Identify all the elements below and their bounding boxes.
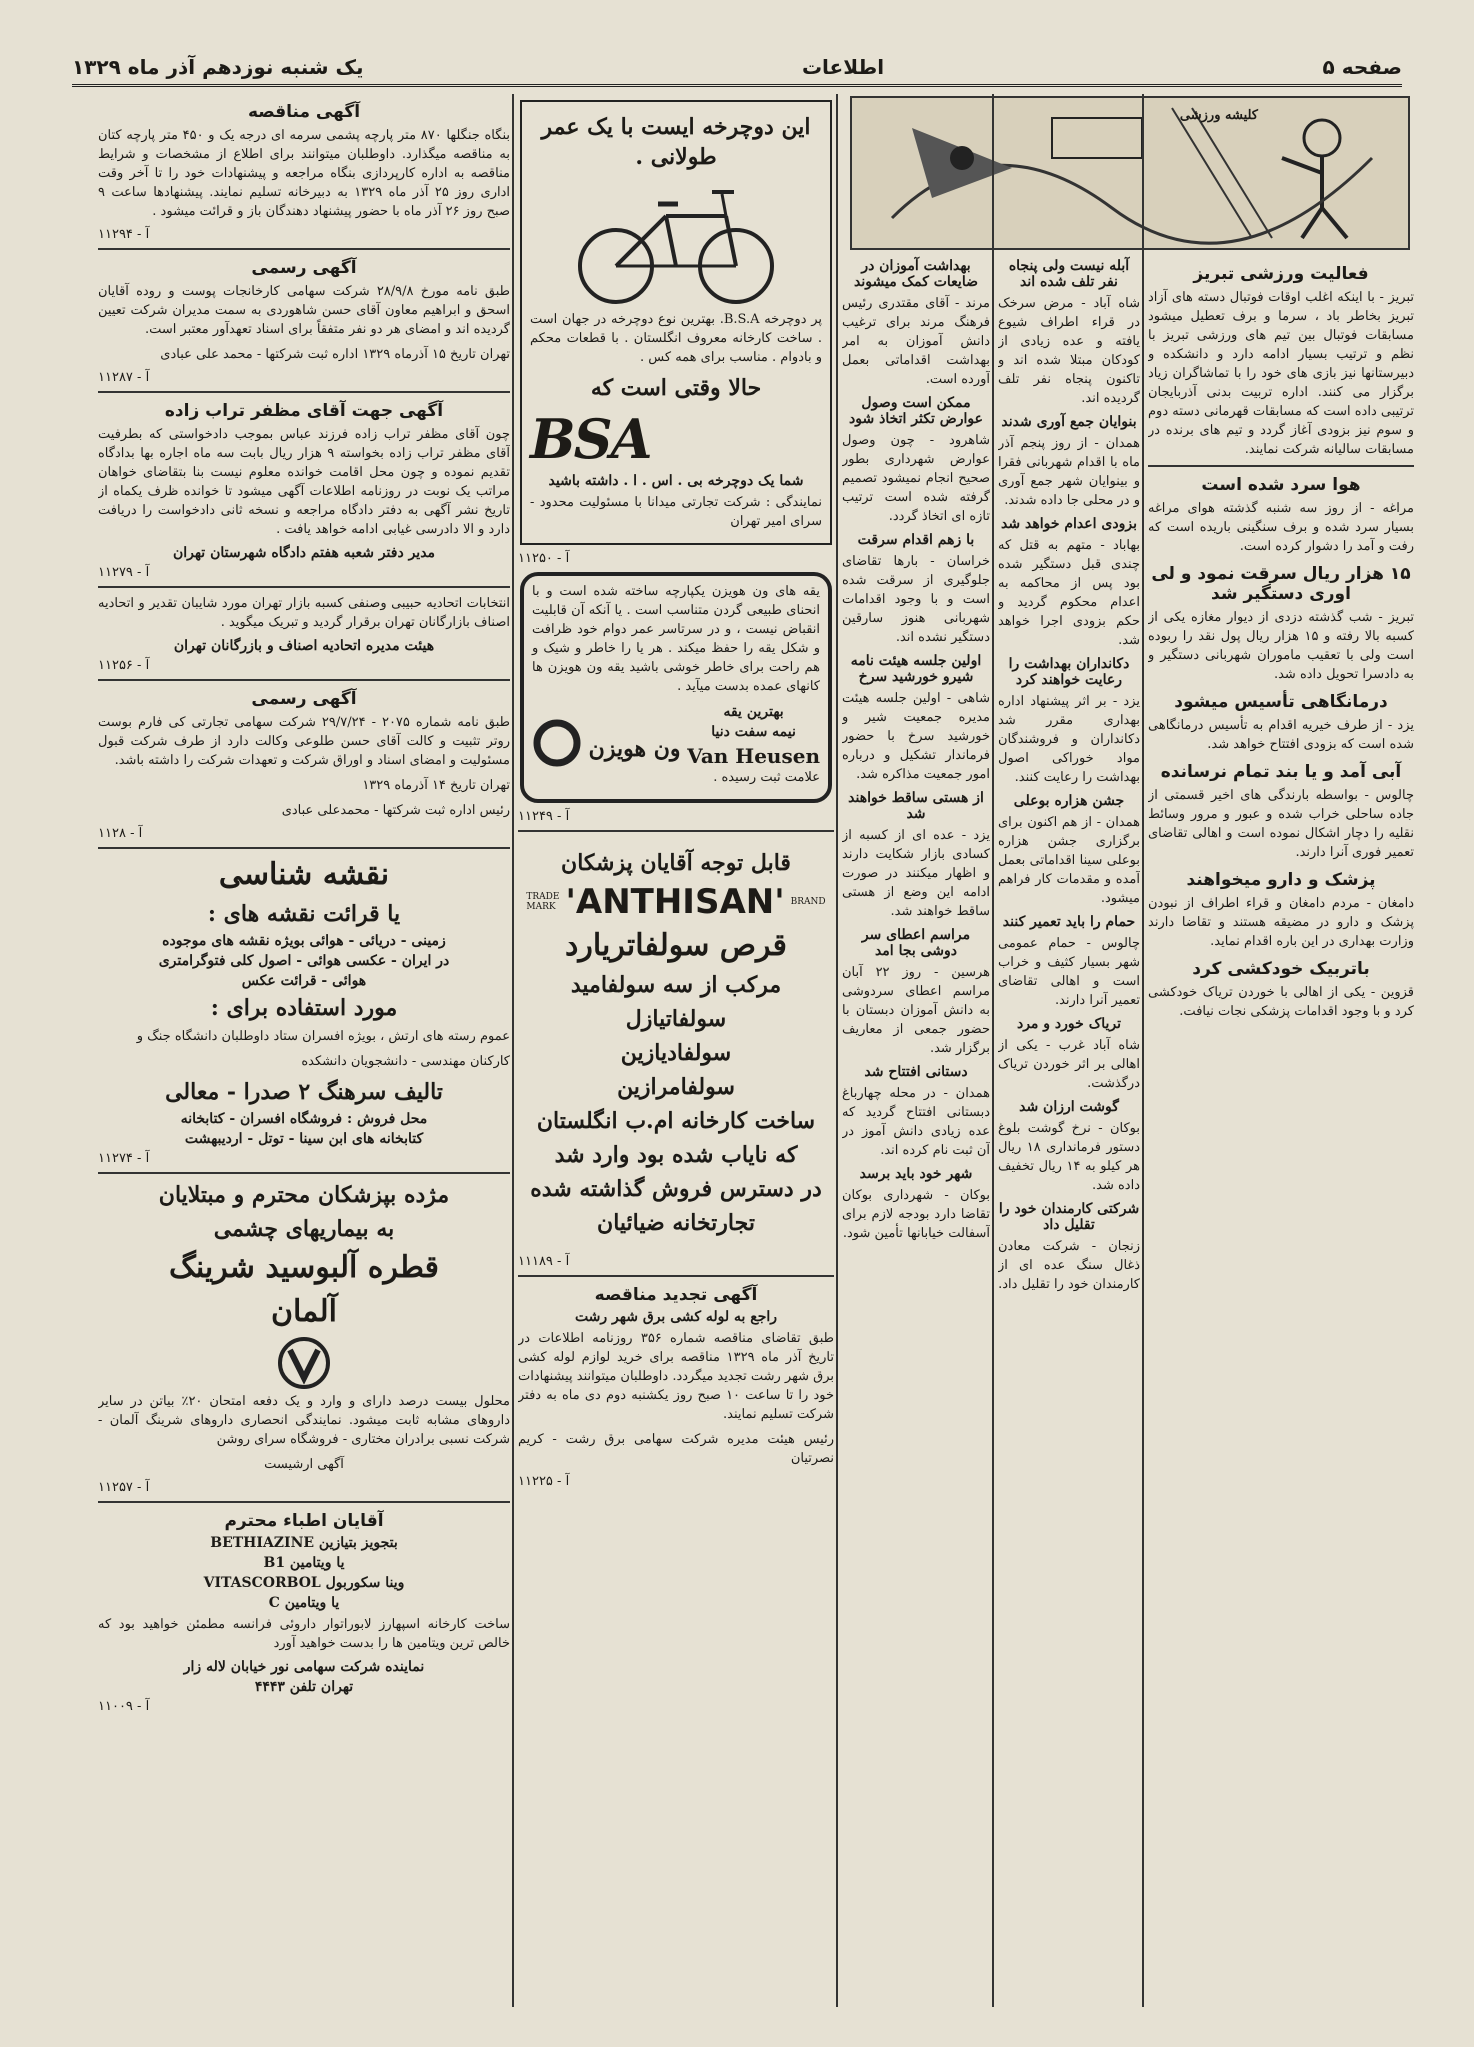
issue-date: یک شنبه نوزدهم آذر ماه ۱۳۲۹ — [72, 55, 364, 79]
anthisan-shop: تجارتخانه ضیائیان — [597, 1210, 755, 1236]
article-body: زنجان - شرکت معادن ذغال سنگ عده ای از کارمندان خود را تقلیل داد. — [998, 1239, 1140, 1292]
paper-name: اطلاعات — [801, 55, 885, 79]
ad-code: آ - ۱۱۲۸ — [98, 826, 143, 841]
article-body: بهاباد - متهم به قتل که چندی قبل دستگیر شده بود پس از محاکمه به اعدام محکوم گردید و حکم بزودی اجرا خواهد شد. — [998, 538, 1140, 648]
notice-title: آگهی رسمی — [251, 689, 357, 709]
vit-body: ساخت کارخانه اسپهارز لابوراتوار داروئی فرانسه مطمئن خواهید بود که خالص ترین ویتامین ها را بدست خواهید آورد — [98, 1617, 510, 1651]
article-title: از هستی ساقط خواهند شد — [848, 790, 984, 822]
eye-top: مژده بپزشکان محترم و مبتلایان — [158, 1182, 450, 1208]
divider — [98, 586, 510, 588]
anthisan-rare: که نایاب شده بود وارد شد — [554, 1142, 798, 1168]
article-body: شاهی - اولین جلسه هیئت مدیره جمعیت شیر و خورشید سرخ با حضور فرماندار تشکیل و درباره امور جمعیت مذاکره شد. — [842, 691, 990, 782]
column-divider — [1142, 94, 1144, 2007]
notice-sign: رئیس اداره ثبت شرکتها - محمدعلی عبادی — [281, 803, 510, 818]
column-divider — [512, 94, 514, 2007]
notice-sign: مدیر دفتر شعبه هفتم دادگاه شهرستان تهران — [172, 545, 436, 561]
article-body: یزد - عده ای از کسبه از کسادی بازار شکایت دارند و اظهار میکنند در صورت ادامه این وضع از هستی ساقط خواهند شد. — [842, 828, 990, 919]
article-title: دکانداران بهداشت را رعایت خواهند کرد — [1008, 656, 1130, 688]
eye-body: محلول بیست درصد دارای و وارد و یک دفعه امتحان ۲۰٪ بیاتن در سایر داروهای مشابه ثابت میشود. نمایندگی انحصاری داروهای شرینگ آلمان - شرکت نسبی برادران مختاری - فروشگاه سرای روشن — [98, 1394, 510, 1447]
bsa-slogan: حالا وقتی است که — [590, 375, 762, 401]
article-title: اولین جلسه هیئت نامه شیرو خورشید سرخ — [850, 653, 982, 685]
column-divider — [992, 94, 994, 2007]
anthisan-line: مرکب از سه سولفامید — [570, 972, 782, 998]
ad-code: آ - ۱۱۲۵۷ — [98, 1480, 150, 1495]
article-body: هرسین - روز ۲۲ آبان مراسم اعطای سردوشی به دانش آموزان دبستان با حضور جمعی از معاریف برگزار شد. — [842, 965, 990, 1056]
schering-logo-icon — [274, 1336, 334, 1390]
eye-product: قطره آلبوسید شرینگ — [168, 1250, 439, 1285]
masthead — [72, 50, 1402, 87]
maps-sell: محل فروش : فروشگاه افسران - کتابخانه — [180, 1111, 428, 1127]
article-title: بهداشت آموزان در ضایعات کمک میشوند — [854, 258, 978, 290]
article-title: پزشک و دارو میخواهند — [1186, 870, 1376, 890]
vitamin-ad — [98, 1511, 510, 1714]
divider — [98, 679, 510, 681]
maps-line: زمینی - دریائی - هوائی بویژه نقشه های موجوده — [162, 933, 446, 949]
tender-body: طبق تقاضای مناقصه شماره ۳۵۶ روزنامه اطلاعات در تاریخ آذر ماه ۱۳۲۹ مناقصه برای خرید لوازم لوله کشی برق شهر رشت تجدید میگردد. داوطلبان میتوانند پیشنهادات خود را تا ساعت ۱۰ صبح روز یکشنبه دوم دی ماه به دفتر شرکت تسلیم نمایند. — [518, 1331, 834, 1422]
ad-code: آ - ۱۱۲۲۵ — [518, 1474, 570, 1489]
vit-line: وینا سکوربول VITASCORBOL — [203, 1575, 405, 1591]
illustration-drawing — [852, 98, 1408, 248]
trade-mark-label: TRADE MARK — [526, 892, 560, 912]
bsa-dealer: نمایندگی : شرکت تجارتی میدانا با مسئولیت محدود - سرای امیر تهران — [530, 495, 822, 529]
article-body: چالوس - بواسطه بارندگی های اخیر قسمتی از جاده ساحلی خراب شده و عبور و مرور وسائط نقلیه را دچار اشکال نموده است و اهالی تقاضای تعمیر فوری آنرا دارند. — [1148, 788, 1414, 860]
ad-code: آ - ۱۱۲۷۴ — [98, 1151, 150, 1166]
ad-code: آ - ۱۱۱۸۹ — [518, 1254, 570, 1269]
notice-title: آگهی جهت آقای مظفر تراب زاده — [164, 401, 444, 421]
column-ads-center — [518, 94, 834, 2007]
maps-title: نقشه شناسی — [218, 857, 390, 892]
article-title: جشن هزاره بوعلی — [1013, 793, 1125, 809]
ad-code: آ - ۱۱۲۵۶ — [98, 658, 150, 673]
article-title: باتربیک خودکشی کرد — [1192, 959, 1370, 979]
tender-sign: رئیس هیئت مدیره شرکت سهامی برق رشت - کریم نصرتیان — [518, 1432, 834, 1466]
article-body: همدان - از هم اکنون برای برگزاری جشن هزاره بوعلی سینا اقداماتی بعمل آمده و مقدمات کار فراهم میشود. — [998, 815, 1140, 906]
article-body: چالوس - حمام عمومی شهر بسیار کثیف و خراب است و اهالی تقاضای تعمیر آنرا دارند. — [998, 936, 1140, 1008]
bsa-slogan-2: شما یک دوچرخه بی . اس . ا . داشته باشید — [548, 473, 804, 489]
article-body: تبریز - شب گذشته دزدی از دیوار مغازه یکی از کسبه بالا رفته و ۱۵ هزار ریال پول نقد را ربوده است ولی با تعقیب ماموران شهربانی دستگیر و به دادسرا تحویل داده شد. — [1148, 610, 1414, 682]
column-news-1 — [1148, 256, 1414, 2007]
article-body: مراغه - از روز سه شنبه گذشته هوای مراغه بسیار سرد شده و برف سنگینی باریده است که رفت و آمد را دشوار کرده است. — [1148, 501, 1414, 554]
anthisan-line: سولفامرازین — [617, 1074, 735, 1100]
anthisan-brand: 'ANTHISAN' — [565, 882, 785, 922]
anthisan-attention: قابل توجه آقایان پزشکان — [561, 850, 791, 876]
article-body: شاه آباد - مرض سرخک در قراء اطراف شیوع یافته و عده زیادی از کودکان مبتلا شده اند و تاکنون پنجاه نفر تلف گردیده اند. — [998, 296, 1140, 406]
article-body: همدان - از روز پنجم آذر ماه با اقدام شهربانی فقرا و بینوایان شهر جمع آوری و در محلی جا داده شدند. — [998, 436, 1140, 508]
notice-body: طبق نامه مورخ ۲۸/۹/۸ شرکت سهامی کارخانجات پوست و روده آقایان اسحق و ابراهیم معاون آقای حسن شاهوردی به سمت مدیران شرکت تعیین گردیده اند و امضای هر دو نفر متفقاً برای اسناد تعهدآور معتبر است. — [98, 284, 510, 337]
column-notices — [98, 94, 510, 2007]
vit-line: یا ویتامین B1 — [263, 1555, 345, 1571]
albucid-eye-drops-ad — [98, 1180, 510, 1495]
article-title: گوشت ارزان شد — [1019, 1099, 1119, 1115]
article-title: دستانی افتتاح شد — [864, 1064, 968, 1080]
article-body: یزد - بر اثر پیشنهاد اداره بهداری مقرر شد دکانداران و فروشندگان مواد خوراکی اصول بهداشت را رعایت کنند. — [998, 694, 1140, 785]
vh-semi: نیمه سفت دنیا — [711, 724, 796, 740]
notice-date: تهران تاریخ ۱۵ آذرماه ۱۳۲۹ اداره ثبت شرکتها - محمد علی عبادی — [160, 347, 510, 362]
notice-title: آگهی مناقصه — [247, 102, 361, 122]
divider — [98, 1501, 510, 1503]
divider — [98, 391, 510, 393]
article-body: شاهرود - چون وصول عوارض شهرداری بطور صحیح انجام نمیشود تصمیم گرفته شده است ترتیب تازه ای اتخاذ گردد. — [842, 433, 990, 524]
maps-line: در ایران - عکسی هوائی - اصول کلی فتوگرامتری — [158, 953, 450, 969]
eye-note: آگهی ارشیست — [264, 1457, 344, 1472]
notice-title: آگهی رسمی — [251, 258, 357, 278]
notice-body: بنگاه جنگلها ۸۷۰ متر پارچه پشمی سرمه ای درجه یک و ۴۵۰ متر پارچه کتان به مناقصه میگذارد. داوطلبان میتوانند برای اطلاع از مشخصات و شرایط مناقصه به اداره کارپردازی بنگاه مراجعه و پیشنهادات خود را تا آخر وقت اداری روز ۲۵ آذر ماه ۱۳۲۹ به دبیرخانه تسلیم نمایند. پیشنهادها ساعت ۹ صبح روز ۲۶ آذر ماه با حضور پیشنهاد دهندگان باز و قرائت میشود . — [98, 128, 510, 219]
maps-sub: یا قرائت نقشه های : — [207, 901, 401, 927]
anthisan-line: قرص سولفاتریارد — [565, 928, 787, 963]
ad-code: آ - ۱۱۲۴۹ — [518, 809, 570, 824]
vh-best: بهترین یقه — [723, 704, 784, 720]
article-title: ممکن است وصول عوارض تکثر اتخاذ شود — [849, 395, 983, 427]
article-title: هوا سرد شده است — [1201, 475, 1361, 495]
article-body: همدان - در محله چهارباغ دبستانی افتتاح گردید که عده زیادی دانش آموز در آن ثبت نام کرده اند. — [842, 1086, 990, 1158]
notice-date: تهران تاریخ ۱۴ آذرماه ۱۳۲۹ — [362, 778, 510, 793]
article-title: بنوایان جمع آوری شدند — [1001, 414, 1137, 430]
anthisan-made: ساخت کارخانه ام.ب انگلستان — [536, 1108, 816, 1134]
illustration-caption: کلیشه ورزشی — [1179, 108, 1258, 123]
article-body: شاه آباد غرب - یکی از اهالی بر اثر خوردن تریاک درگذشت. — [998, 1038, 1140, 1091]
maps-book-ad — [98, 855, 510, 1166]
brand-label: BRAND — [790, 897, 826, 907]
tender-subtitle: راجع به لوله کشی برق شهر رشت — [574, 1309, 778, 1325]
article-body: تبریز - با اینکه اغلب اوقات فوتبال دسته های آزاد تبریز بخاطر باد ، سرما و برف تعطیل میشود مسابقات فوتبال بین تیم های ورزشی تبریز با نظم و ترتیب بسیار ادامه دارد و دانشکده و دبیرستانها نیز بازی های خود را با تماشاگران زیاد برگزار می کنند. اداره تربیت بدنی آذربایجان ترتیبی داده است که مسابقات قهرمانی دسته دوم و سوم نیز بزودی آغاز گردد و تیم های برنده در مسابقات سالیانه شرکت نمایند. — [1148, 290, 1414, 457]
vit-agent: نماینده شرکت سهامی نور خیابان لاله زار — [183, 1659, 425, 1675]
article-body: قزوین - یکی از اهالی با خوردن تریاک خودکشی کرد و با وجود اقدامات پزشکی نجات نیافت. — [1148, 985, 1414, 1019]
vit-line: بتجویز بتیازین BETHIAZINE — [210, 1535, 398, 1551]
tender-title: آگهی تجدید مناقصه — [594, 1285, 758, 1305]
page-number: صفحه ۵ — [1322, 55, 1402, 79]
divider — [1148, 465, 1414, 467]
article-body: خراسان - بارها تقاضای جلوگیری از سرقت شده است و با وجود اقدامات شهربانی هنوز سارقین دستگیر نشده اند. — [842, 554, 990, 645]
maps-sub: مورد استفاده برای : — [210, 995, 398, 1021]
article-title: شهر خود باید برسد — [859, 1166, 973, 1182]
article-title: آبله نیست ولی پنجاه نفر تلف شده اند — [1008, 258, 1130, 290]
notice-body: چون آقای مظفر تراب زاده فرزند عباس بموجب دادخواستی که بطرفیت آقای مظفر تراب زاده بخواسته ۹ هزار ریال بابت سه ماه اجاره بها بدادگاه تقدیم نموده و چون محل اقامت خوانده معلوم نیست بنا بتقاضای خواهان مراتب یک نوبت در روزنامه اطلاعات آگهی میشود تا خوانده ظرف یکماه از تاریخ نشر آگهی به دفتر دادگاه مراجعه و نسخه ثانی دادخواست را دریافت دارد و الا دادرسی غیابی ادامه خواهد یافت . — [98, 427, 510, 537]
divider — [98, 1172, 510, 1174]
ad-code: آ - ۱۱۲۵۰ — [518, 551, 570, 566]
maps-line: هوائی - قرائت عکس — [241, 973, 367, 989]
ad-code: آ - ۱۱۲۸۷ — [98, 370, 150, 385]
bsa-logo: BSA — [530, 407, 651, 471]
article-body: دامغان - مردم دامغان و قراء اطراف از نبودن پزشک و دارو در مضیقه هستند و تقاضا دارند وزارت بهداری در این باره اقدام نماید. — [1148, 896, 1414, 949]
column-news-2 — [998, 256, 1140, 2007]
column-divider — [836, 94, 838, 2007]
anthisan-ad — [520, 838, 832, 1248]
maps-line: کارکنان مهندسی - دانشجویان دانشکده — [301, 1054, 510, 1069]
sports-illustration — [850, 96, 1410, 250]
article-title: شرکتی کارمندان خود را تقلیل داد — [998, 1201, 1140, 1233]
article-title: مراسم اعطای سر دوشی بجا امد — [861, 927, 971, 959]
bicycle-icon — [566, 176, 786, 306]
notice-body: انتخابات اتحادیه حبیبی وصنفی کسبه بازار تهران مورد شایبان تقدیر و اتحادیه اصناف بازارگانان تهران برقرار گردید و تبریک میگوید . — [98, 596, 510, 630]
maps-line: عموم رسته های ارتش ، بویژه افسران ستاد داوطلبان دانشگاه جنگ و — [136, 1029, 510, 1044]
divider — [518, 1275, 834, 1277]
article-title: بزودی اعدام خواهد شد — [1001, 516, 1137, 532]
vh-registered: علامت ثبت رسیده . — [713, 770, 820, 785]
article-body: مرند - آقای مقتدری رئیس فرهنگ مرند برای ترغیب دانش آموزان به امر بهداشت اقداماتی بعمل آورده است. — [842, 296, 990, 387]
column-news-3 — [842, 256, 990, 2007]
article-body: بوکان - نرخ گوشت بلوغ دستور فرمانداری ۱۸ ریال هر کیلو به ۱۴ ریال تخفیف داده شد. — [998, 1121, 1140, 1193]
ad-code: آ - ۱۱۰۰۹ — [98, 1699, 150, 1714]
article-title: با زهم اقدام سرقت — [857, 532, 975, 548]
maps-author: تالیف سرهنگ ۲ صدرا - معالی — [165, 1079, 443, 1105]
ad-code: آ - ۱۱۲۷۹ — [98, 565, 150, 580]
ad-code: آ - ۱۱۲۹۴ — [98, 227, 150, 242]
van-heusen-ad — [520, 572, 832, 803]
maps-shops: کتابخانه های ابن سینا - توتل - اردیبهشت — [184, 1131, 424, 1147]
vit-title: آقایان اطباء محترم — [224, 1511, 384, 1531]
anthisan-line: سولفاتیازل — [625, 1006, 727, 1032]
article-title: ۱۵ هزار ریال سرقت نمود و لی اوری دستگیر شد — [1151, 564, 1411, 604]
article-body: یزد - از طرف خیریه اقدام به تأسیس درمانگاهی شده است که بزودی افتتاح خواهد شد. — [1148, 718, 1414, 752]
eye-country: آلمان — [271, 1294, 337, 1329]
vh-body: یقه های ون هویزن یکپارچه ساخته شده است و با انحنای طبیعی گردن متناسب است . یا آنکه آن قابلیت انقباض نیست ، و در سرتاسر عمر دوام خود ظرافت و شکل یقه را حفظ میکند . هر یا را خاطر و شیک و هم راحت برای خاطر خوشی باشید یقه ون هویزن ها کانهای عمده بدست میآید . — [532, 584, 820, 694]
notice-sign: هیئت مدیره اتحادیه اصناف و بازرگانان تهران — [173, 638, 435, 654]
anthisan-line: سولفادیازین — [620, 1040, 732, 1066]
van-heusen-logo-icon — [532, 718, 582, 768]
divider — [518, 830, 834, 832]
article-title: درمانگاهی تأسیس میشود — [1174, 692, 1388, 712]
bsa-features: پر دوچرخه B.S.A. بهترین نوع دوچرخه در جهان است . ساخت کارخانه معروف انگلستان . با قطعات محکم و بادوام . مناسب برای همه کس . — [530, 312, 822, 365]
article-title: فعالیت ورزشی تبریز — [1193, 264, 1369, 284]
divider — [98, 847, 510, 849]
anthisan-sale: در دسترس فروش گذاشته شده — [530, 1176, 822, 1202]
vit-line: یا ویتامین C — [268, 1595, 340, 1611]
article-title: تریاک خورد و مرد — [1016, 1016, 1122, 1032]
vh-brand-en: Van Heusen — [687, 744, 820, 768]
divider — [98, 248, 510, 250]
article-title: حمام را باید تعمیر کنند — [1002, 914, 1136, 930]
article-body: بوکان - شهرداری بوکان تقاضا دارد بودجه لازم برای آسفالت خیابانها تأمین شود. — [842, 1188, 990, 1241]
bsa-bicycle-ad — [520, 100, 832, 545]
notice-body: طبق نامه شماره ۲۰۷۵ - ۲۹/۷/۲۴ شرکت سهامی تجارتی کی فارم بوست روتر تثبیت و کالت آقای حسن طلوعی وکالت دارد از طرف شرکت قبول مسئولیت و امضای اسناد و اوراق شرکت و تعهدات شرکت را داشته باشد. — [98, 715, 510, 768]
vit-phone: تهران تلفن ۴۴۴۳ — [254, 1679, 354, 1695]
eye-top-2: به بیماریهای چشمی — [213, 1216, 395, 1242]
bsa-headline: این دوچرخه ایست با یک عمر طولانی . — [541, 114, 811, 170]
article-title: آبی آمد و یا بند تمام نرسانده — [1160, 762, 1402, 782]
vh-brand-fa: ون هویزن — [588, 736, 681, 762]
